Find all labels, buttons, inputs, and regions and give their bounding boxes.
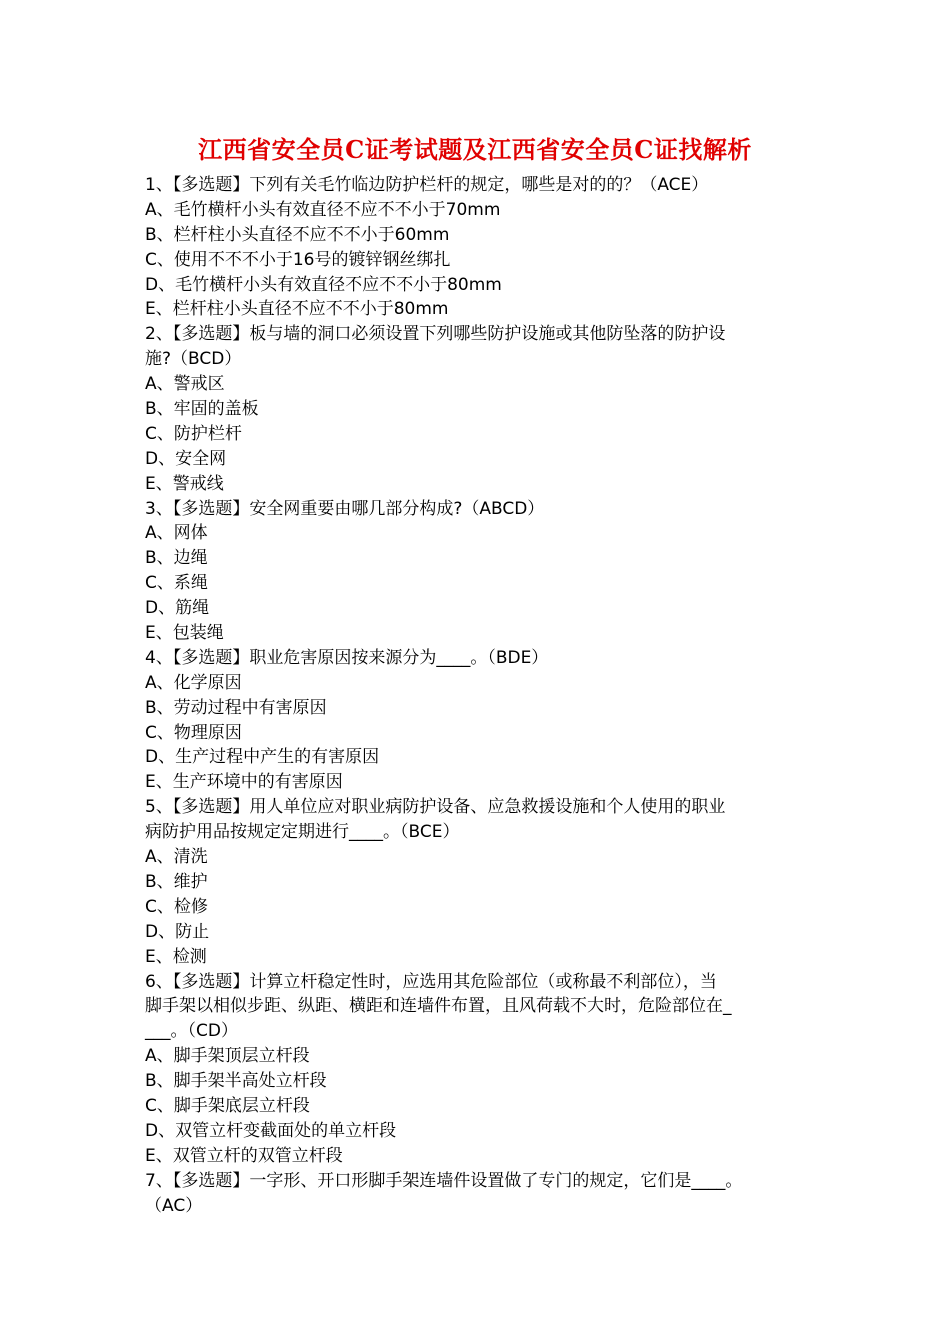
answer-option: E、包装绳 bbox=[145, 623, 224, 644]
answer-option: A、脚手架顶层立杆段 bbox=[145, 1046, 310, 1067]
answer-option: D、生产过程中产生的有害原因 bbox=[145, 747, 380, 768]
answer-option: E、警戒线 bbox=[145, 473, 224, 494]
answer-option: B、栏杆柱小头直径不应不不小于60mm bbox=[145, 224, 450, 245]
answer-option: D、安全网 bbox=[145, 448, 227, 469]
question-list bbox=[145, 173, 815, 1218]
question-text: 6、【多选题】计算立杆稳定性时，应选用其危险部位（或称最不利部位），当 bbox=[145, 971, 717, 992]
answer-option: D、毛竹横杆小头有效直径不应不不小于80mm bbox=[145, 274, 502, 295]
answer-option: C、脚手架底层立杆段 bbox=[145, 1095, 310, 1116]
answer-option: E、检测 bbox=[145, 946, 207, 967]
question-text: 1、【多选题】下列有关毛竹临边防护栏杆的规定，哪些是对的的？（ACE） bbox=[145, 175, 709, 195]
question-block bbox=[145, 795, 815, 969]
answer-option: C、使用不不不小于16号的镀锌钢丝绑扎 bbox=[145, 249, 451, 270]
question-block bbox=[145, 497, 815, 646]
question-text: （AC） bbox=[145, 1195, 203, 1216]
question-text: 4、【多选题】职业危害原因按来源分为____。（BDE） bbox=[145, 647, 549, 668]
answer-option: B、维护 bbox=[145, 871, 208, 892]
answer-option: C、防护栏杆 bbox=[145, 423, 242, 444]
answer-option: A、网体 bbox=[145, 523, 208, 544]
question-block bbox=[145, 646, 815, 795]
answer-option: B、脚手架半高处立杆段 bbox=[145, 1071, 327, 1092]
answer-option: A、毛竹横杆小头有效直径不应不不小于70mm bbox=[145, 199, 501, 220]
answer-option: D、防止 bbox=[145, 921, 210, 942]
question-block bbox=[145, 970, 815, 1169]
answer-option: E、栏杆柱小头直径不应不不小于80mm bbox=[145, 299, 449, 320]
answer-option: B、劳动过程中有害原因 bbox=[145, 697, 327, 718]
question-block bbox=[145, 173, 815, 322]
answer-option: A、清洗 bbox=[145, 847, 208, 868]
answer-option: B、边绳 bbox=[145, 548, 208, 569]
question-text: 7、【多选题】一字形、开口形脚手架连墙件设置做了专门的规定，它们是____。 bbox=[145, 1170, 743, 1191]
answer-option: D、双管立杆变截面处的单立杆段 bbox=[145, 1120, 397, 1141]
question-block bbox=[145, 322, 815, 496]
question-text: 施?（BCD） bbox=[145, 349, 242, 370]
document-title: 江西省安全员C证考试题及江西省安全员C证找解析 bbox=[198, 135, 752, 164]
answer-option: C、检修 bbox=[145, 896, 208, 917]
question-text: 3、【多选题】安全网重要由哪几部分构成?（ABCD） bbox=[145, 498, 545, 519]
question-text: ___。（CD） bbox=[145, 1021, 238, 1042]
answer-option: A、化学原因 bbox=[145, 672, 242, 693]
question-block bbox=[145, 1169, 815, 1219]
question-text: 5、【多选题】用人单位应对职业病防护设备、应急救援设施和个人使用的职业 bbox=[145, 797, 726, 818]
answer-option: D、筋绳 bbox=[145, 598, 210, 619]
question-text: 病防护用品按规定定期进行____。（BCE） bbox=[145, 822, 460, 843]
answer-option: A、警戒区 bbox=[145, 374, 225, 395]
question-text: 2、【多选题】板与墙的洞口必须设置下列哪些防护设施或其他防坠落的防护设 bbox=[145, 324, 726, 345]
answer-option: E、双管立杆的双管立杆段 bbox=[145, 1145, 343, 1166]
answer-option: C、系绳 bbox=[145, 573, 208, 594]
answer-option: B、牢固的盖板 bbox=[145, 399, 259, 420]
question-text: 脚手架以相似步距、纵距、横距和连墙件布置，且风荷载不大时，危险部位在_ bbox=[145, 996, 732, 1017]
answer-option: C、物理原因 bbox=[145, 722, 242, 743]
answer-option: E、生产环境中的有害原因 bbox=[145, 772, 343, 793]
